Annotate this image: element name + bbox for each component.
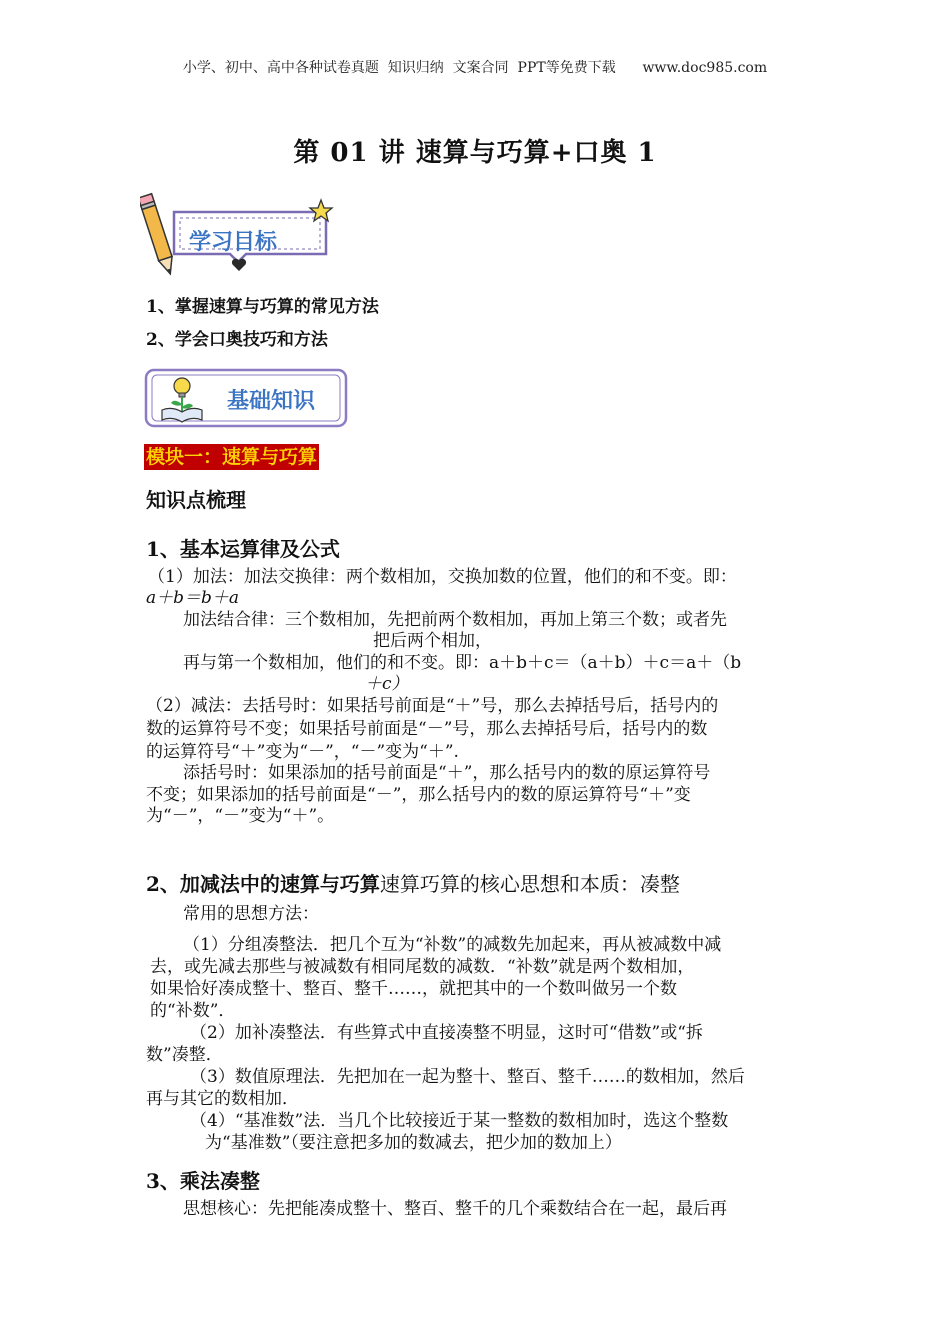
section2-line: （1）分组凑整法．把几个互为“补数”的减数先加起来，再从被减数中减 xyxy=(183,935,722,955)
goal-item: 1、掌握速算与巧算的常见方法 xyxy=(146,297,379,317)
section-heading xyxy=(146,868,680,897)
section1-line: 再与第一个数相加，他们的和不变。即：a＋b＋c＝（a＋b）＋c＝a＋（b xyxy=(183,653,742,673)
basic-knowledge-label: 基础知识 xyxy=(226,389,315,414)
section2-line: 去，或先减去那些与被减数有相同尾数的减数．“补数”就是两个数相加， xyxy=(150,957,695,977)
section-heading: 1、基本运算律及公式 xyxy=(146,537,340,561)
section1-line: 把后两个相加， xyxy=(373,631,492,651)
heart-icon xyxy=(231,258,247,272)
page-title: 第 01 讲 速算与巧算+口奥 1 xyxy=(293,138,657,168)
section2-heading-bold: 2、加减法中的速算与巧算 xyxy=(146,872,380,896)
lightbulb-book-icon xyxy=(158,374,206,424)
section1-line: 为“－”，“－”变为“＋”。 xyxy=(146,806,335,826)
section1-line: 不变；如果添加的括号前面是“－”，那么括号内的数的原运算符号“＋”变 xyxy=(146,785,691,805)
section2-line: 为“基准数”（要注意把多加的数减去，把少加的数加上） xyxy=(205,1133,622,1153)
section1-line: （1）加法：加法交换律：两个数相加，交换加数的位置，他们的和不变。即： xyxy=(148,567,737,587)
section2-line: （4）“基准数”法．当几个比较接近于某一整数的数相加时，选这个整数 xyxy=(190,1111,729,1131)
section2-heading-rest: 速算巧算的核心思想和本质：凑整 xyxy=(379,872,680,896)
section2-line: 常用的思想方法： xyxy=(183,904,319,924)
module-heading: 模块一：速算与巧算 xyxy=(146,446,318,468)
section2-line: 如果恰好凑成整十、整百、整千……，就把其中的一个数叫做另一个数 xyxy=(150,979,677,999)
section1-line: 的运算符号“＋”变为“－”，“－”变为“＋”. xyxy=(146,742,459,762)
section2-line: （2）加补凑整法．有些算式中直接凑整不明显，这时可“借数”或“拆 xyxy=(190,1023,703,1043)
section-heading: 3、乘法凑整 xyxy=(146,1169,260,1193)
learning-goals-label: 学习目标 xyxy=(188,230,277,255)
section3-line: 思想核心：先把能凑成整十、整百、整千的几个乘数结合在一起，最后再 xyxy=(183,1199,727,1219)
star-icon xyxy=(308,198,334,224)
basic-knowledge-banner xyxy=(144,368,350,430)
section2-line: 的“补数”． xyxy=(150,1001,236,1021)
goal-item: 2、学会口奥技巧和方法 xyxy=(146,330,328,350)
section2-line: 再与其它的数相加． xyxy=(146,1089,299,1109)
section2-line: （3）数值原理法．先把加在一起为整十、整百、整千……的数相加，然后 xyxy=(190,1067,745,1087)
section1-line: （2）减法：去括号时：如果括号前面是“＋”号，那么去掉括号后，括号内的 xyxy=(146,696,719,716)
pencil-icon xyxy=(140,188,174,278)
page-header: 小学、初中、高中各种试卷真题 知识归纳 文案合同 PPT等免费下载 www.doc985.com xyxy=(182,60,768,76)
section1-line: 加法结合律：三个数相加，先把前两个数相加，再加上第三个数；或者先 xyxy=(183,610,727,630)
section1-line: 数的运算符号不变；如果括号前面是“－”号，那么去掉括号后，括号内的数 xyxy=(146,719,708,739)
section2-line: 数”凑整． xyxy=(146,1045,223,1065)
section1-line: ＋c） xyxy=(365,674,409,694)
section1-line: 添括号时：如果添加的括号前面是“＋”，那么括号内的数的原运算符号 xyxy=(183,763,711,783)
learning-goals-banner xyxy=(140,188,340,278)
section1-formula: a＋b＝b＋a xyxy=(146,588,240,608)
knowledge-heading: 知识点梳理 xyxy=(146,488,246,512)
